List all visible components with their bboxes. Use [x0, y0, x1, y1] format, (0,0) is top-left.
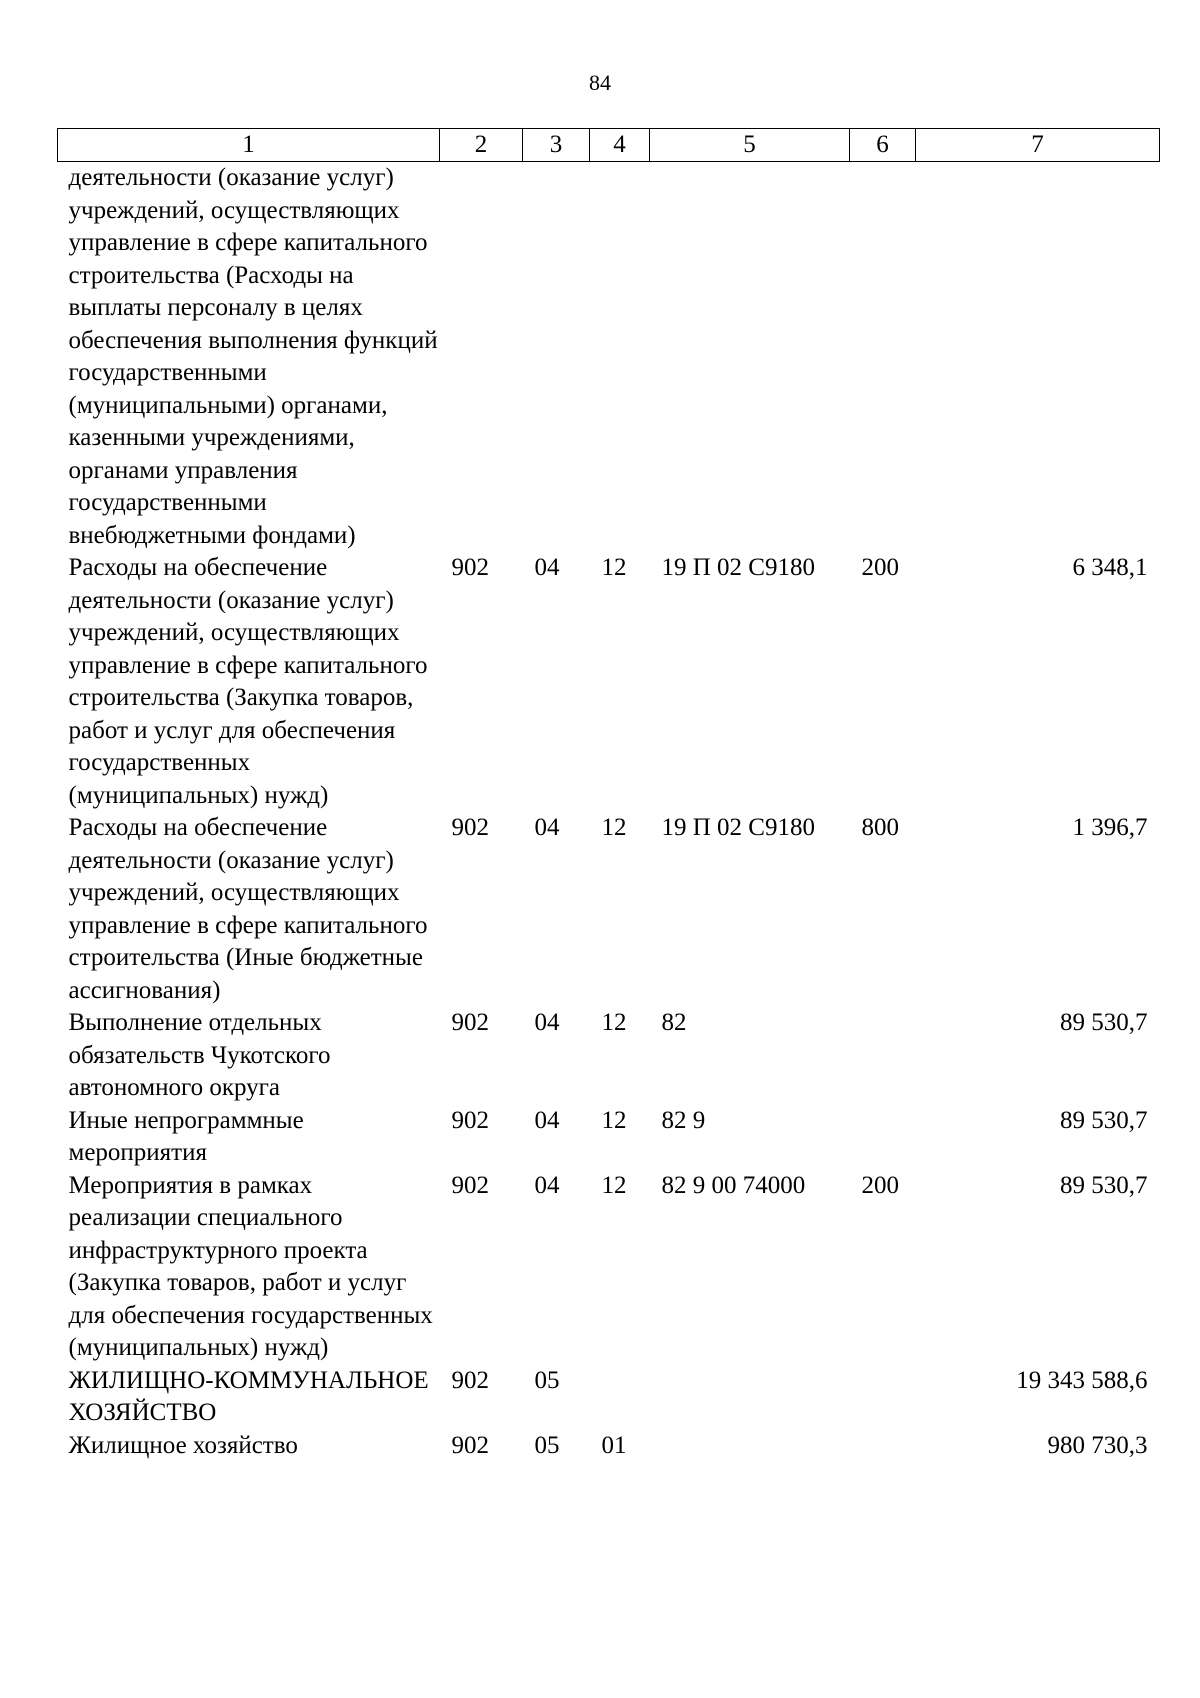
- row-col-5: 19 П 02 С9180: [661, 554, 815, 581]
- row-col-6: [850, 1105, 916, 1170]
- row-name: Выполнение отдельных обязательств Чукотского автономного округа: [68, 1009, 331, 1101]
- page-number: 84: [589, 70, 611, 95]
- row-col-3: 04: [534, 554, 560, 581]
- header-row: [58, 129, 1160, 162]
- row-amount: 1 396,7: [1072, 814, 1148, 841]
- row-amount: 19 343 588,6: [1016, 1366, 1148, 1394]
- row-col-2: [440, 162, 523, 553]
- row-col-5: 82 9: [661, 1106, 706, 1134]
- row-name: Расходы на обеспечение деятельности (оказание услуг) учреждений, осуществляющих управление в сфере капитального строительства (Иные бюджетные ассигнования): [68, 814, 428, 1004]
- row-col-3: 04: [534, 1106, 560, 1134]
- column-header-2: 2: [440, 129, 523, 162]
- row-col-3: 05: [534, 1431, 560, 1459]
- row-col-3: 04: [534, 814, 560, 841]
- column-header-4: 4: [590, 129, 650, 162]
- row-col-2: 902: [451, 1106, 489, 1134]
- row-amount: [916, 162, 1160, 553]
- row-col-5: 19 П 02 С9180: [661, 814, 815, 841]
- row-col-4: 12: [601, 1106, 627, 1134]
- row-col-4: 01: [601, 1431, 627, 1459]
- table-row: [58, 1170, 1160, 1365]
- row-col-2: 902: [451, 1431, 489, 1459]
- row-col-2: 902: [451, 1171, 489, 1199]
- column-header-5: 5: [650, 129, 850, 162]
- row-col-4: 12: [601, 1171, 627, 1199]
- row-col-5: [650, 1430, 850, 1463]
- table-row: [58, 1007, 1160, 1105]
- row-col-6: [850, 1007, 916, 1105]
- row-col-6: [850, 1365, 916, 1430]
- row-amount: 89 530,7: [1060, 1009, 1148, 1036]
- row-col-5: 82: [661, 1009, 687, 1036]
- row-col-6: 800: [861, 814, 899, 841]
- row-col-4: 12: [601, 554, 627, 581]
- table-row: [58, 1430, 1160, 1463]
- column-header-7: 7: [916, 129, 1160, 162]
- budget-table: [57, 128, 1160, 1462]
- row-col-6: 200: [861, 554, 899, 581]
- row-col-3: 04: [534, 1171, 560, 1199]
- row-col-2: 902: [451, 1009, 489, 1036]
- table-row: [58, 1105, 1160, 1170]
- row-col-2: 902: [451, 554, 489, 581]
- row-col-6: 200: [861, 1171, 899, 1199]
- table-row: [58, 812, 1160, 1007]
- row-col-4: [590, 162, 650, 553]
- row-col-5: [650, 162, 850, 553]
- table-row: [58, 162, 1160, 553]
- row-col-6: [850, 162, 916, 553]
- row-name: Жилищное хозяйство: [68, 1431, 298, 1459]
- row-col-4: 12: [601, 1009, 627, 1036]
- table-row: [58, 552, 1160, 812]
- column-header-1: 1: [58, 129, 440, 162]
- row-col-3: 05: [534, 1366, 560, 1394]
- row-col-2: 902: [451, 814, 489, 841]
- row-col-6: [850, 1430, 916, 1463]
- row-col-5: [650, 1365, 850, 1430]
- row-amount: 6 348,1: [1072, 554, 1148, 581]
- row-amount: 89 530,7: [1060, 1106, 1148, 1134]
- row-col-3: [523, 162, 590, 553]
- row-col-3: 04: [534, 1009, 560, 1036]
- row-col-5: 82 9 00 74000: [661, 1171, 806, 1199]
- row-col-4: 12: [601, 814, 627, 841]
- row-name: ЖИЛИЩНО-КОММУНАЛЬНОЕ ХОЗЯЙСТВО: [68, 1366, 429, 1426]
- table-row: [58, 1365, 1160, 1430]
- row-amount: 89 530,7: [1060, 1171, 1148, 1199]
- row-name: деятельности (оказание услуг) учреждений, осуществляющих управление в сфере капитального строительства (Расходы на выплаты персоналу в целях обеспечения выполнения функций государственными (муниципальными) органами, казенными учреждениями, органами управления государственными внебюджетными фондами): [68, 164, 438, 549]
- column-header-6: 6: [850, 129, 916, 162]
- row-col-2: 902: [451, 1366, 489, 1394]
- row-name: Мероприятия в рамках реализации специального инфраструктурного проекта (Закупка товаров, работ и услуг для обеспечения государственных (муниципальных) нужд): [68, 1171, 433, 1361]
- row-name: Расходы на обеспечение деятельности (оказание услуг) учреждений, осуществляющих управление в сфере капитального строительства (Закупка товаров, работ и услуг для обеспечения государственных (муниципальных) нужд): [68, 554, 428, 809]
- row-col-4: [590, 1365, 650, 1430]
- row-name: Иные непрограммные мероприятия: [68, 1106, 304, 1166]
- row-amount: 980 730,3: [1047, 1431, 1148, 1459]
- column-header-3: 3: [523, 129, 590, 162]
